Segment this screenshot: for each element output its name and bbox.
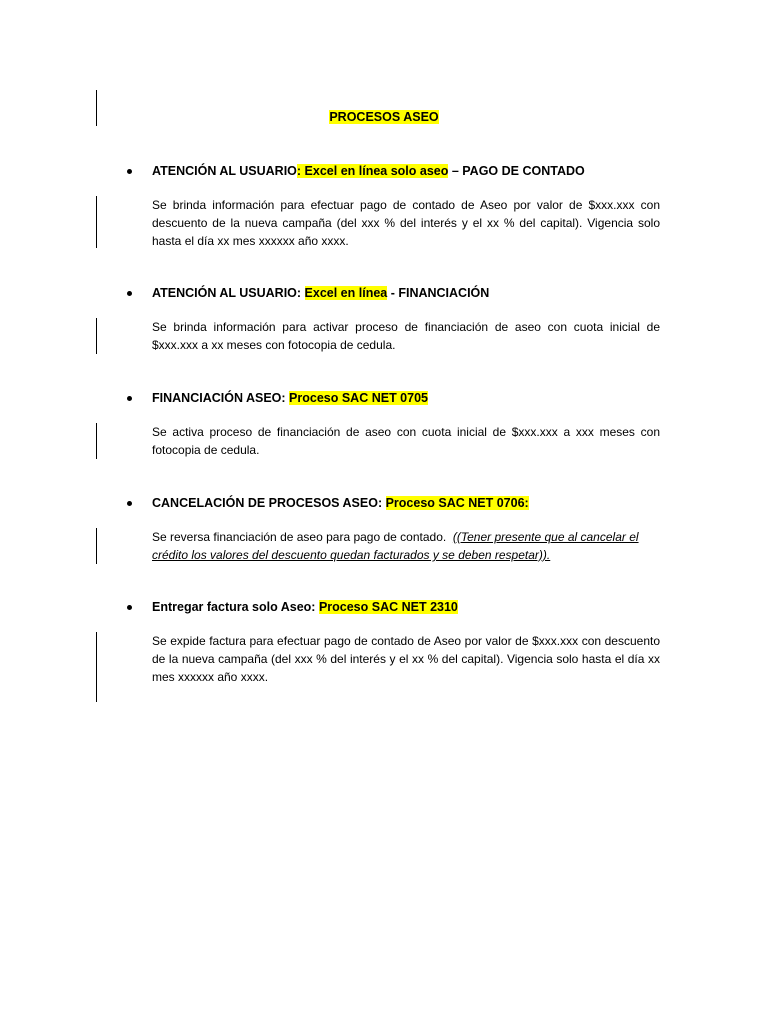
heading-prefix: ATENCIÓN AL USUARIO: (152, 286, 305, 300)
heading-highlight: Excel en línea (304, 286, 388, 300)
body-note: ((Tener presente que al cancelar el crédito los valores del descuento quedan facturados y se deben respetar)). (152, 530, 639, 562)
margin-bar (96, 528, 97, 564)
section-body: Se activa proceso de financiación de aseo con cuota inicial de $xxx.xxx a xxx meses con fotocopia de cedula. (152, 425, 660, 457)
bullet-icon (127, 501, 132, 506)
section-heading (152, 162, 585, 180)
section-body: Se brinda información para activar proceso de financiación de aseo con cuota inicial de $xxx.xxx a xx meses con fotocopia de cedula. (152, 320, 660, 352)
section-heading (152, 598, 458, 616)
margin-bar (96, 423, 97, 459)
margin-bar (96, 632, 97, 702)
heading-suffix: - FINANCIACIÓN (387, 286, 490, 300)
bullet-icon (127, 169, 132, 174)
heading-suffix: – PAGO DE CONTADO (448, 164, 585, 178)
margin-bar (96, 318, 97, 354)
heading-highlight: Proceso SAC NET 2310 (318, 600, 458, 614)
section-body (152, 528, 660, 564)
section-heading (152, 494, 529, 512)
section-heading (152, 284, 489, 302)
heading-highlight: : Excel en línea solo aseo (296, 164, 449, 178)
section-heading (152, 389, 428, 407)
section-body: Se brinda información para efectuar pago de contado de Aseo por valor de $xxx.xxx con descuento de la nueva campaña (del xxx % del interés y el xx % del capital). Vigencia solo hasta el día xx mes xxxxxx año xxxx. (152, 198, 660, 248)
heading-highlight: Proceso SAC NET 0705 (289, 391, 428, 405)
bullet-icon (127, 396, 132, 401)
heading-prefix: CANCELACIÓN DE PROCESOS ASEO: (152, 496, 386, 510)
heading-prefix: ATENCIÓN AL USUARIO (152, 164, 297, 178)
heading-highlight: Proceso SAC NET 0706: (385, 496, 529, 510)
body-text: Se reversa financiación de aseo para pago de contado. (152, 530, 453, 544)
heading-prefix: Entregar factura solo Aseo: (152, 600, 319, 614)
margin-bar (96, 196, 97, 248)
document-title (0, 108, 768, 126)
bullet-icon (127, 291, 132, 296)
section-body: Se expide factura para efectuar pago de contado de Aseo por valor de $xxx.xxx con descuento de la nueva campaña (del xxx % del interés y el xx % del capital). Vigencia solo hasta el día xx mes xxxxxx año xxxx. (152, 634, 660, 684)
bullet-icon (127, 605, 132, 610)
document-title-text: PROCESOS ASEO (329, 110, 439, 124)
heading-prefix: FINANCIACIÓN ASEO: (152, 391, 290, 405)
